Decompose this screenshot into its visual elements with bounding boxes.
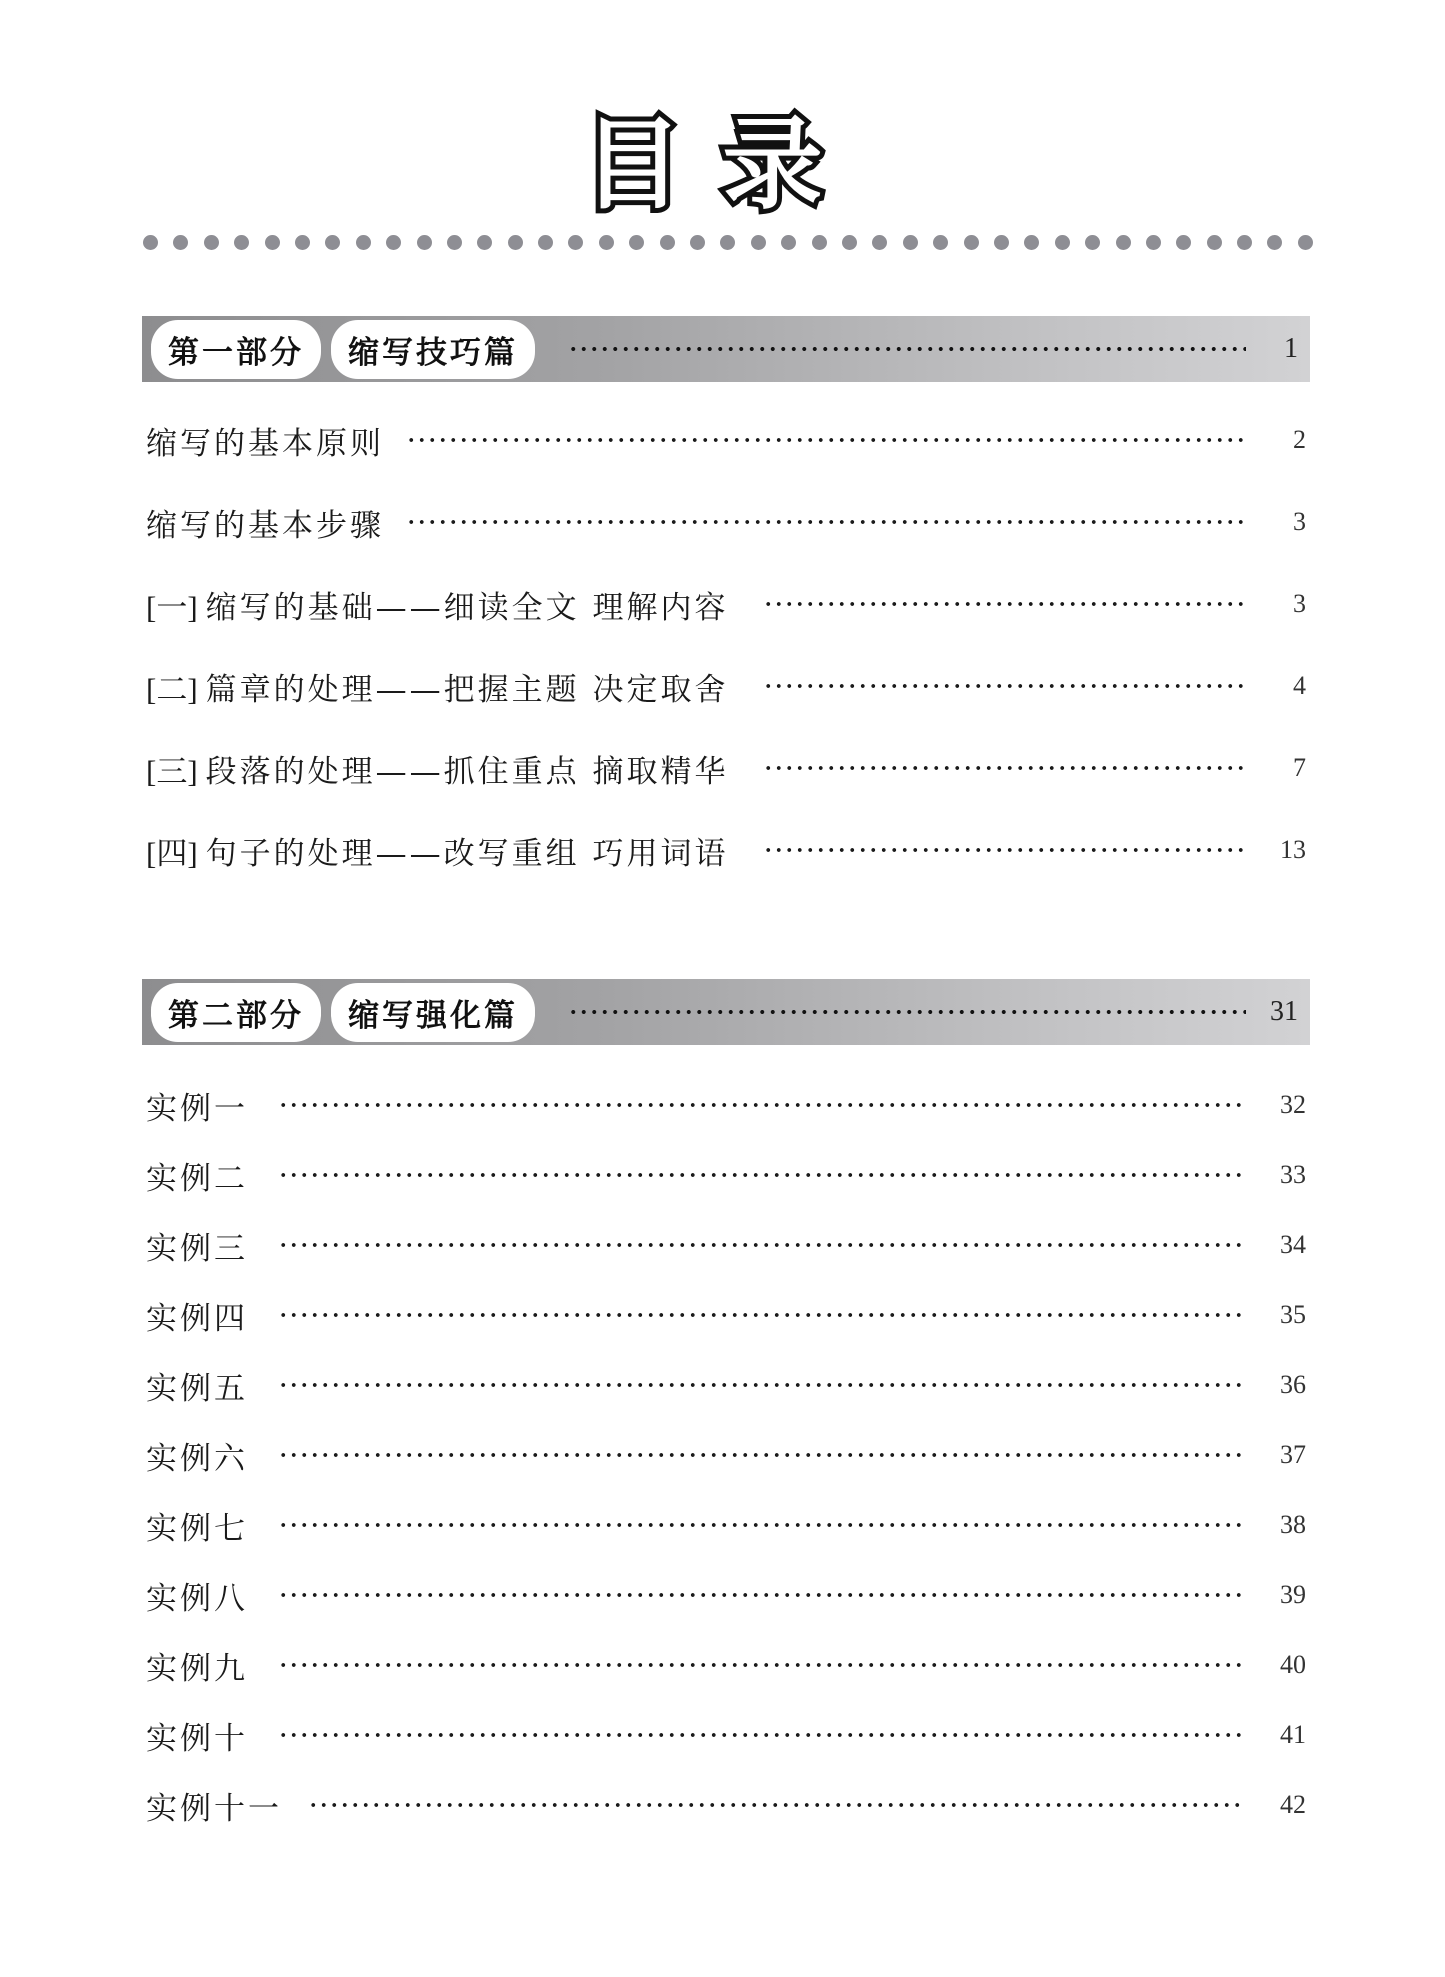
page-number: 42 (1280, 1790, 1306, 1819)
toc-entry-label: 实例二 (146, 1160, 248, 1197)
page-number: 31 (1270, 996, 1298, 1027)
toc-entry[interactable] (146, 743, 1306, 793)
toc-entry[interactable] (146, 415, 1306, 465)
divider-dot (1298, 235, 1313, 250)
page-number: 1 (1284, 333, 1298, 364)
toc-entry[interactable] (146, 661, 1306, 711)
dot-leader (308, 1803, 1244, 1807)
toc-entry-label (146, 746, 729, 791)
dot-leader (763, 602, 1244, 606)
toc-entry[interactable] (146, 1220, 1306, 1270)
toc-entry-label: 实例五 (146, 1370, 248, 1407)
dot-leader (568, 347, 1246, 351)
page-number: 13 (1280, 835, 1306, 864)
toc-entry-label (146, 582, 729, 627)
divider-dot (477, 235, 492, 250)
divider-dot (1116, 235, 1131, 250)
divider-dot (295, 235, 310, 250)
toc-entry[interactable] (146, 1710, 1306, 1760)
divider-dot (508, 235, 523, 250)
divider-dot (690, 235, 705, 250)
toc-entry[interactable] (146, 1570, 1306, 1620)
page-number: 7 (1293, 753, 1306, 782)
toc-entry-label: 实例十一 (146, 1790, 282, 1827)
divider-dot (568, 235, 583, 250)
toc-entry-label: 实例三 (146, 1230, 248, 1267)
divider-dot (356, 235, 371, 250)
page-number: 35 (1280, 1300, 1306, 1329)
dot-leader (406, 520, 1244, 524)
dot-leader (278, 1593, 1244, 1597)
entry-text: 篇章的处理——把握主题 决定取舍 (205, 671, 729, 708)
divider-dot (265, 235, 280, 250)
toc-entry-label: 实例四 (146, 1300, 248, 1337)
toc-section-part-1[interactable] (142, 316, 1310, 382)
part-title-badge (154, 323, 548, 376)
divider-dot (751, 235, 766, 250)
divider-dot (447, 235, 462, 250)
page-number: 39 (1280, 1580, 1306, 1609)
toc-entry[interactable] (146, 497, 1306, 547)
toc-entry-label: 实例十 (146, 1720, 248, 1757)
entry-text: 段落的处理——抓住重点 摘取精华 (205, 753, 729, 790)
page-number: 36 (1280, 1370, 1306, 1399)
divider-dot (1146, 235, 1161, 250)
divider-dot (1237, 235, 1252, 250)
divider-dot (720, 235, 735, 250)
dot-leader (278, 1173, 1244, 1177)
dot-leader (278, 1663, 1244, 1667)
toc-entry[interactable] (146, 1780, 1306, 1830)
entry-prefix: [一] (146, 589, 198, 625)
toc-entry-label: 实例九 (146, 1650, 248, 1687)
toc-entry-label: 实例七 (146, 1510, 248, 1547)
toc-entry[interactable] (146, 1430, 1306, 1480)
divider-dot (903, 235, 918, 250)
divider-dot (842, 235, 857, 250)
entry-prefix: [三] (146, 753, 198, 789)
dot-leader (406, 438, 1244, 442)
divider-dot (143, 235, 158, 250)
toc-entry-label (146, 664, 729, 709)
part-name: 缩写强化篇 (334, 986, 532, 1039)
divider-dot (994, 235, 1009, 250)
toc-entry-label: 实例六 (146, 1440, 248, 1477)
toc-entry-label: 实例八 (146, 1580, 248, 1617)
page-number: 37 (1280, 1440, 1306, 1469)
divider-dot (933, 235, 948, 250)
divider-dot (872, 235, 887, 250)
divider-dot (1024, 235, 1039, 250)
dot-leader (568, 1010, 1246, 1014)
dot-leader (763, 766, 1244, 770)
divider-dot (781, 235, 796, 250)
page-number: 32 (1280, 1090, 1306, 1119)
page-number: 2 (1293, 425, 1306, 454)
dot-leader (278, 1523, 1244, 1527)
page-number: 40 (1280, 1650, 1306, 1679)
divider-dot (629, 235, 644, 250)
toc-section-part-2[interactable] (142, 979, 1310, 1045)
divider-dot (660, 235, 675, 250)
divider-dot (1085, 235, 1100, 250)
toc-entry-label: 缩写的基本步骤 (146, 507, 384, 544)
divider-dot (538, 235, 553, 250)
toc-entry[interactable] (146, 579, 1306, 629)
dot-leader (278, 1383, 1244, 1387)
divider-dot (599, 235, 614, 250)
divider-dot (417, 235, 432, 250)
part-name: 缩写技巧篇 (334, 323, 532, 376)
toc-entry[interactable] (146, 1150, 1306, 1200)
toc-entry[interactable] (146, 1290, 1306, 1340)
divider-dot (234, 235, 249, 250)
divider-dot (812, 235, 827, 250)
toc-entry[interactable] (146, 1360, 1306, 1410)
toc-entry-label: 缩写的基本原则 (146, 425, 384, 462)
page-number: 3 (1293, 507, 1306, 536)
dot-leader (278, 1313, 1244, 1317)
divider-dot (1055, 235, 1070, 250)
entry-prefix: [二] (146, 671, 198, 707)
part-label: 第一部分 (154, 323, 318, 376)
divider-dot (204, 235, 219, 250)
divider-dot (1207, 235, 1222, 250)
part-label: 第二部分 (154, 986, 318, 1039)
divider-dot (173, 235, 188, 250)
toc-entry[interactable] (146, 1640, 1306, 1690)
dot-leader (278, 1103, 1244, 1107)
dot-leader (278, 1243, 1244, 1247)
toc-entry[interactable] (146, 825, 1306, 875)
dot-leader (763, 848, 1244, 852)
toc-entry-label (146, 828, 729, 873)
divider-dot (1176, 235, 1191, 250)
page-number: 34 (1280, 1230, 1306, 1259)
divider-dot (964, 235, 979, 250)
entry-text: 缩写的基础——细读全文 理解内容 (205, 589, 729, 626)
divider-dot (325, 235, 340, 250)
dot-leader (278, 1453, 1244, 1457)
divider-dot (386, 235, 401, 250)
page-number: 38 (1280, 1510, 1306, 1539)
entry-prefix: [四] (146, 835, 198, 871)
page-title: 目录 (582, 106, 863, 223)
toc-entry[interactable] (146, 1080, 1306, 1130)
page-number: 3 (1293, 589, 1306, 618)
toc-entry[interactable] (146, 1500, 1306, 1550)
toc-entry-label: 实例一 (146, 1090, 248, 1127)
page-number: 33 (1280, 1160, 1306, 1189)
dot-leader (763, 684, 1244, 688)
dot-leader (278, 1733, 1244, 1737)
entry-text: 句子的处理——改写重组 巧用词语 (205, 835, 729, 872)
divider-dot (1267, 235, 1282, 250)
page-number: 41 (1280, 1720, 1306, 1749)
part-title-badge (154, 986, 548, 1039)
decorative-dot-divider (143, 232, 1313, 252)
page-number: 4 (1293, 671, 1306, 700)
